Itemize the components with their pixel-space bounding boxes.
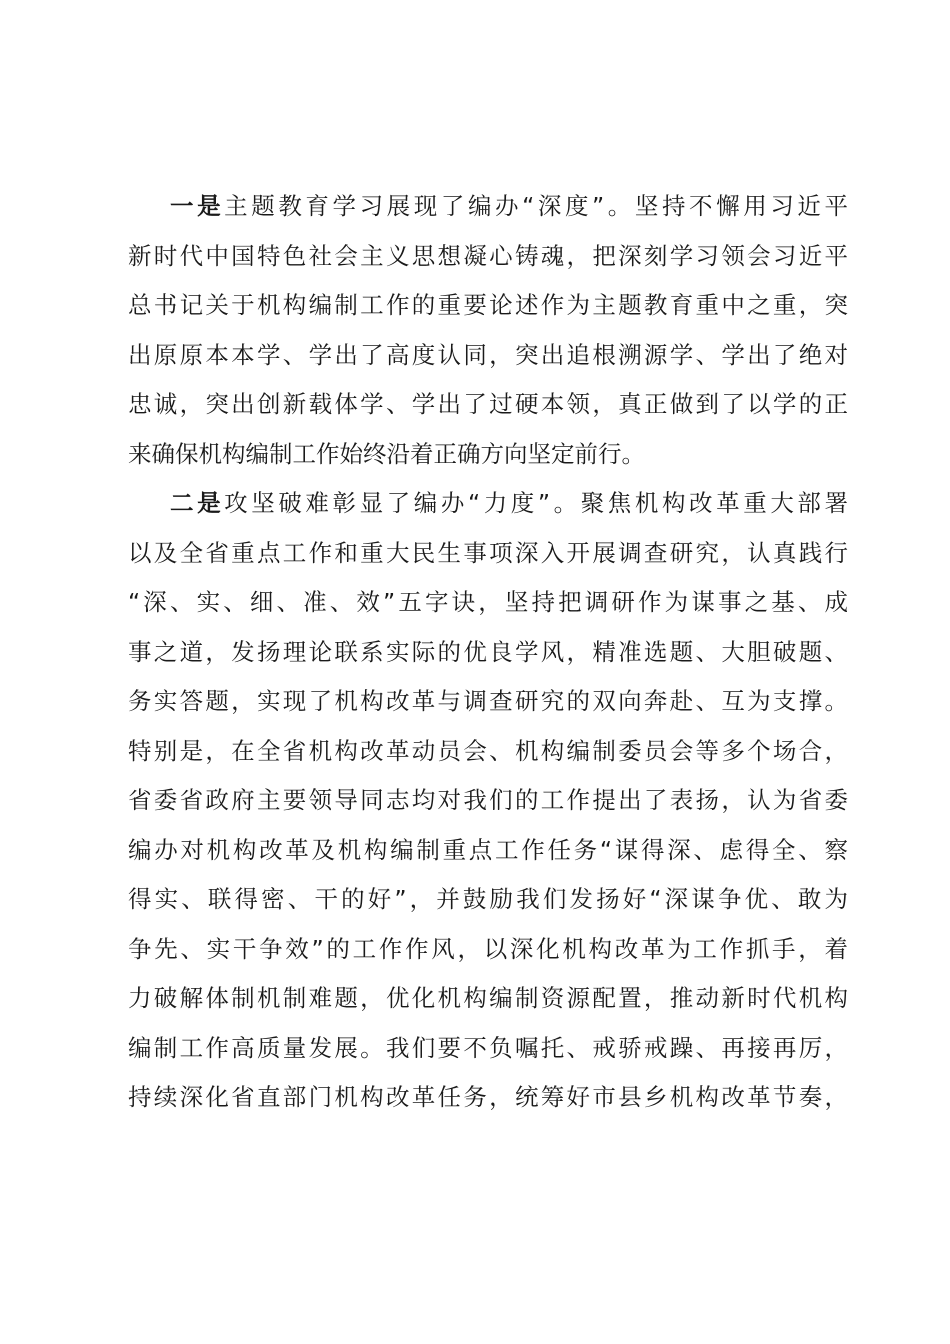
paragraph-2-line-1 — [128, 479, 848, 529]
paragraph-2-line-12: 编制工作高质量发展。我们要不负嘱托、戒骄戒躁、再接再厉， — [128, 1033, 848, 1062]
paragraph-1-line-2: 新时代中国特色社会主义思想凝心铸魂，把深刻学习领会习近平 — [128, 241, 848, 270]
body-text — [128, 182, 848, 1123]
paragraph-2-lead: 二是 — [170, 489, 225, 517]
paragraph-1-line-1-text: 主题教育学习展现了编办“深度”。坚持不懈用习近平 — [224, 192, 848, 220]
paragraph-2-line-6: 特别是，在全省机构改革动员会、机构编制委员会等多个场合， — [128, 736, 848, 765]
paragraph-2-line-3: “深、实、细、准、效”五字诀，坚持把调研作为谋事之基、成 — [128, 588, 848, 616]
paragraph-2-line-1-text: 攻坚破难彰显了编办“力度”。聚焦机构改革重大部署 — [224, 489, 848, 517]
paragraph-2-line-9: 得实、联得密、干的好”，并鼓励我们发扬好“深谋争优、敢为 — [128, 885, 848, 913]
paragraph-2-line-10: 争先、实干争效”的工作作风，以深化机构改革为工作抓手，着 — [128, 934, 848, 963]
paragraph-1-line-5: 忠诚，突出创新载体学、学出了过硬本领，真正做到了以学的正 — [128, 390, 848, 418]
paragraph-1-line-6: 来确保机构编制工作始终沿着正确方向坚定前行。 — [128, 439, 645, 468]
paragraph-1-line-1 — [128, 182, 848, 232]
paragraph-1-line-3: 总书记关于机构编制工作的重要论述作为主题教育重中之重，突 — [128, 291, 848, 319]
paragraph-2-line-2: 以及全省重点工作和重大民生事项深入开展调查研究，认真践行 — [128, 538, 848, 567]
paragraph-2-line-11: 力破解体制机制难题，优化机构编制资源配置，推动新时代机构 — [128, 984, 848, 1012]
paragraph-1-line-4: 出原原本本学、学出了高度认同，突出追根溯源学、学出了绝对 — [128, 340, 848, 369]
paragraph-2-line-7: 省委省政府主要领导同志均对我们的工作提出了表扬，认为省委 — [128, 786, 848, 814]
paragraph-2-line-13: 持续深化省直部门机构改革任务，统筹好市县乡机构改革节奏， — [128, 1083, 848, 1111]
paragraph-2-line-8: 编办对机构改革及机构编制重点工作任务“谋得深、虑得全、察 — [128, 835, 848, 864]
paragraph-2-line-4: 事之道，发扬理论联系实际的优良学风，精准选题、大胆破题、 — [128, 637, 848, 666]
paragraph-1-lead: 一是 — [170, 192, 225, 220]
paragraph-2-line-5: 务实答题，实现了机构改革与调查研究的双向奔赴、互为支撑。 — [128, 687, 848, 715]
